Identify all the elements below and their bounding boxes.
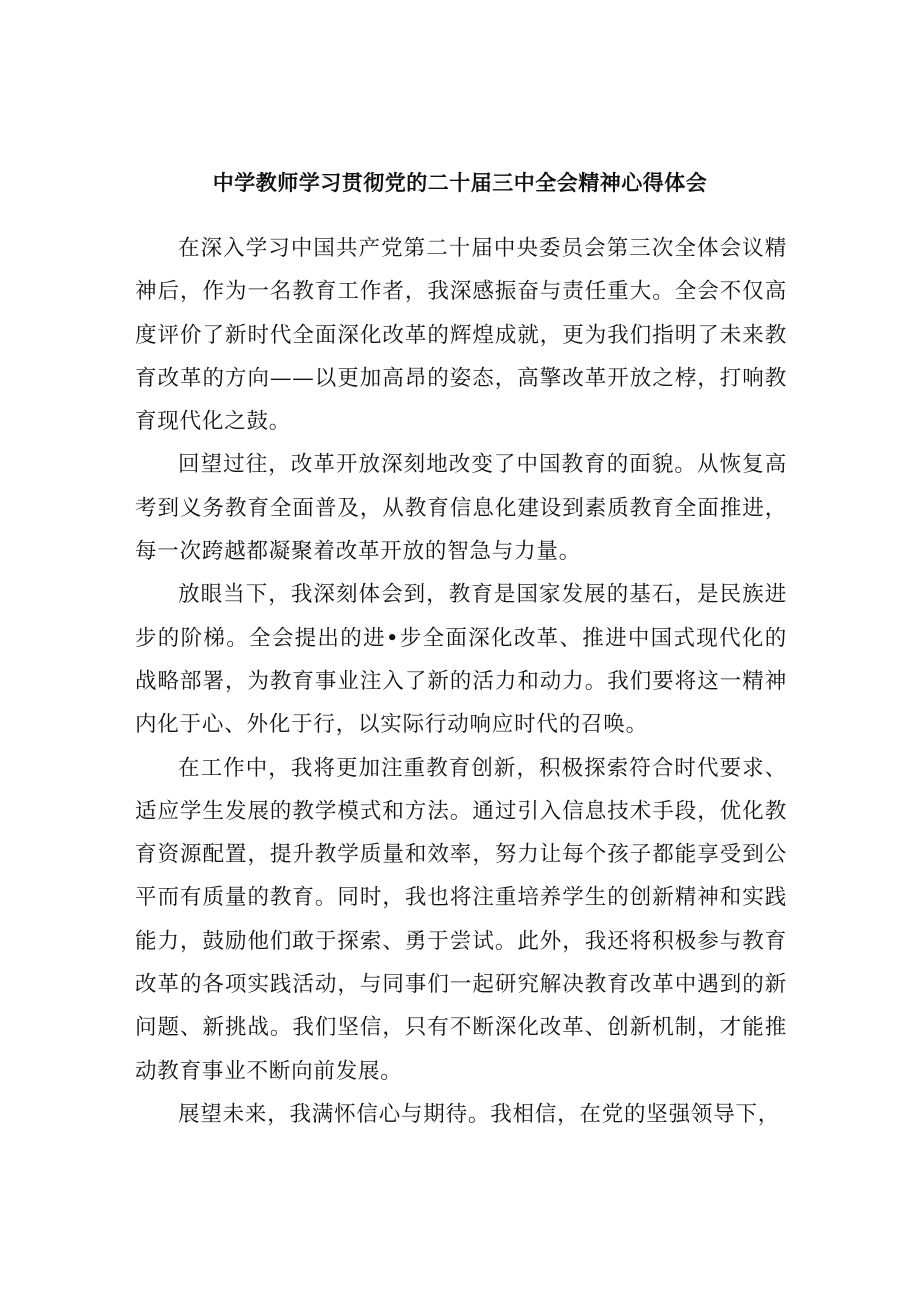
paragraph-1: 在深入学习中国共产党第二十届中央委员会第三次全体会议精神后，作为一名教育工作者，我深感振奋与责任重大。全会不仅高度评价了新时代全面深化改革的辉煌成就，更为我们指明了未来教育改革的方向——以更加高昂的姿态，高擎改革开放之桲，打响教育现代化之鼓。	[135, 236, 787, 435]
paragraph-5: 展望未来，我满怀信心与期待。我相信，在党的坚强领导下，	[178, 1101, 781, 1127]
paragraph-2: 回望过往，改革开放深刻地改变了中国教育的面貌。从恢复高考到义务教育全面普及，从教育信息化建设到素质教育全面推进，每一次跨越都凝聚着改革开放的智急与力量。	[135, 452, 787, 565]
paragraph-4: 在工作中，我将更加注重教育创新，积极探索符合时代要求、适应学生发展的教学模式和方法。通过引入信息技术手段，优化教育资源配置，提升教学质量和效率，努力让每个孩子都能享受到公平而有质量的教育。同时，我也将注重培养学生的创新精神和实践能力，鼓励他们敢于探索、勇于尝试。此外，我还将积极参与教育改革的各项实践活动，与同事们一起研究解决教育改革中遇到的新问题、新挑战。我们坚信，只有不断深化改革、创新机制，才能推动教育事业不断向前发展。	[135, 755, 787, 1084]
paragraph-3: 放眼当下，我深刻体会到，教育是国家发展的基石，是民族进步的阶梯。全会提出的进•步全面深化改革、推进中国式现代化的战略部署，为教育事业注入了新的活力和动力。我们要将这一精神内化于心、外化于行，以实际行动响应时代的召唤。	[135, 582, 787, 738]
document-title: 中学教师学习贯彻党的二十届三中全会精神心得体会	[212, 171, 708, 195]
document-body	[135, 227, 787, 1136]
